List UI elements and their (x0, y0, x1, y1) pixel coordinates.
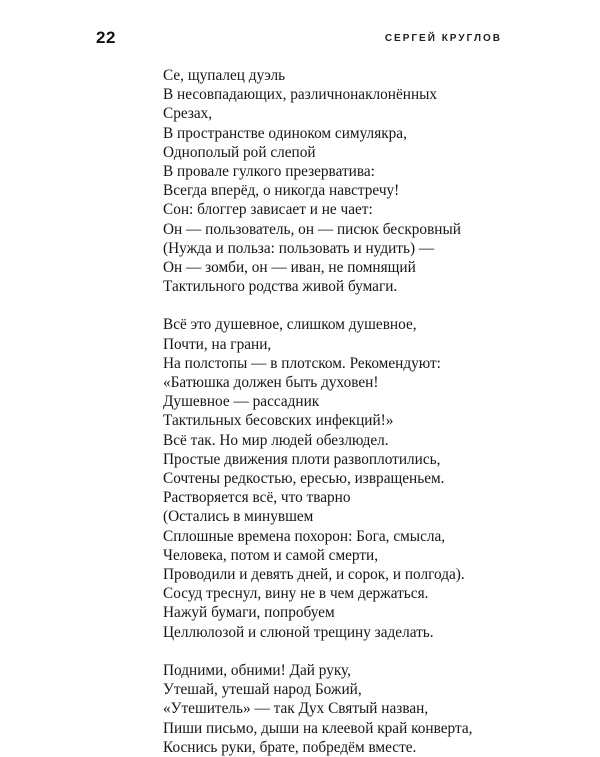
poem-line: Целлюлозой и слюной трещину заделать. (163, 623, 434, 641)
poem-line: «Утешитель» — так Дух Святый назван, (163, 700, 429, 718)
poem-line: Всегда вперёд, о никогда навстречу! (163, 182, 400, 200)
poem-line: Коснись руки, брате, побредём вместе. (163, 738, 417, 756)
poem-line: Сосуд треснул, вину не в чем держаться. (163, 585, 429, 603)
poem-line: Сочтены редкостью, ересью, извращеньем. (163, 470, 445, 488)
poem-line: В пространстве одиноком симулякра, (163, 124, 407, 142)
poem-line: Сплошные времена похорон: Бога, смысла, (163, 527, 446, 545)
stanza-3 (163, 661, 563, 757)
poem-line: (Нужда и польза: пользовать и нудить) — (163, 239, 435, 257)
poem-line: Растворяется всё, что тварно (163, 489, 351, 507)
poem-line: Пиши письмо, дыши на клеевой край конверта, (163, 719, 473, 737)
poem-line: Душевное — рассадник (163, 393, 320, 411)
poem-line: Срезах, (163, 105, 213, 123)
poem-line: На полстопы — в плотском. Рекомендуют: (163, 354, 441, 372)
poem-line: В несовпадающих, различнонаклонённых (163, 86, 438, 104)
poem-line: Почти, на грани, (163, 335, 272, 353)
running-head-author: СЕРГЕЙ КРУГЛОВ (384, 33, 502, 44)
poem-line: Утешай, утешай народ Божий, (163, 681, 362, 699)
poem-line: Тактильных бесовских инфекций!» (163, 412, 394, 430)
poem-line: Нажуй бумаги, попробуем (163, 604, 335, 622)
poem-line: Се, щупалец дуэль (163, 67, 286, 84)
stanza-1 (163, 66, 563, 296)
poem-line: Проводили и девять дней, и сорок, и полгода). (163, 566, 465, 584)
poem-line: Он — пользователь, он — писюк бескровный (163, 220, 461, 238)
page-number: 22 (96, 28, 116, 47)
poem-line: Всё это душевное, слишком душевное, (163, 316, 417, 334)
poem-line: «Батюшка должен быть духовен! (163, 374, 379, 392)
poem-line: В провале гулкого презерватива: (163, 163, 375, 181)
poem-line: Подними, обними! Дай руку, (163, 661, 351, 679)
poem-line: Однополый рой слепой (163, 143, 316, 161)
poem-line: Простые движения плоти развоплотились, (163, 450, 441, 468)
poem-line: Сон: блоггер зависает и не чает: (163, 201, 373, 219)
poem-line: Он — зомби, он — иван, не помнящий (163, 259, 416, 277)
poem-line: Тактильного родства живой бумаги. (163, 278, 398, 296)
poem-text (163, 66, 563, 757)
poem-line: Человека, потом и самой смерти, (163, 546, 379, 564)
poem-line: (Остались в минувшем (163, 508, 314, 526)
stanza-2 (163, 315, 563, 641)
poem-line: Всё так. Но мир людей обезлюдел. (163, 431, 389, 449)
